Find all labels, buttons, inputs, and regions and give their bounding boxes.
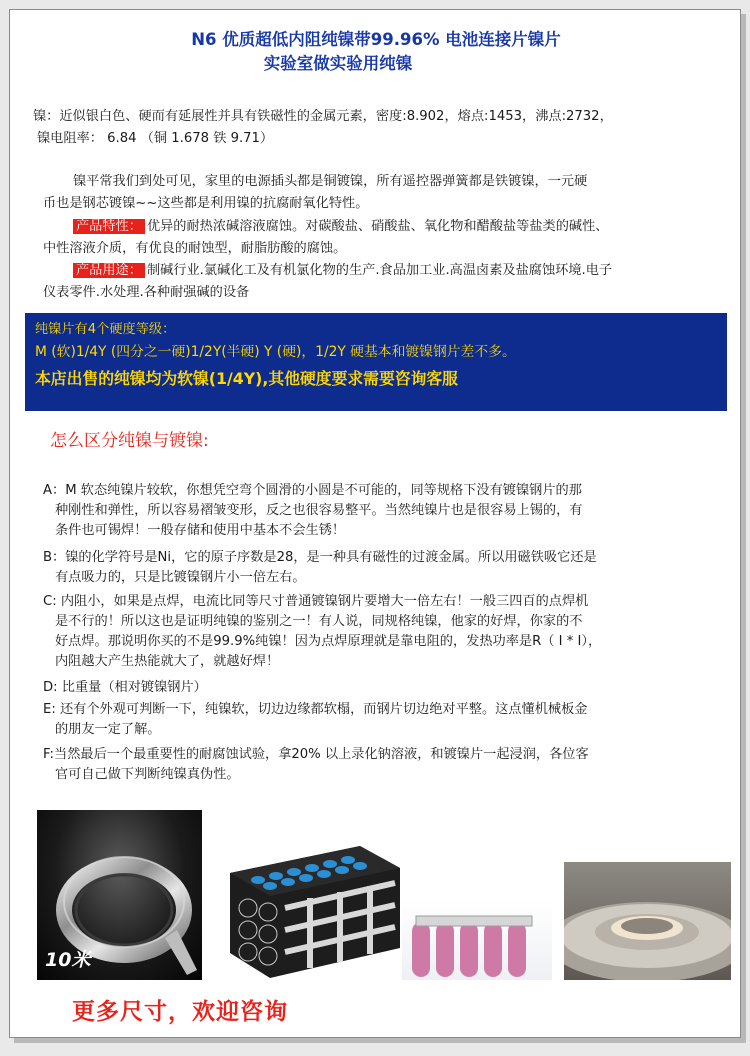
distinguish-item-d bbox=[43, 678, 207, 698]
battery-pack-photo bbox=[210, 838, 410, 980]
qa-line: 条件也可锡焊！一般存储和使用中基本不会生锈！ bbox=[55, 523, 346, 538]
hardness-info-box bbox=[25, 313, 727, 411]
intro-line2: 镍电阻率： 6.84 （铜 1.678 铁 9.71） bbox=[37, 131, 274, 146]
more-sizes-cta: 更多尺寸，欢迎咨询 bbox=[72, 999, 288, 1025]
welded-cells-photo bbox=[402, 900, 552, 980]
qa-line: 有点吸力的，只是比镀镍钢片小一倍左右。 bbox=[55, 570, 306, 585]
nickel-roll-photo bbox=[564, 862, 731, 980]
qa-line: A：M 软态纯镍片较软，你想凭空弯个圆滑的小圆是不可能的，同等规格下没有镀镍钢片的那 bbox=[43, 483, 582, 498]
qa-line: 好点焊。那说明你买的不是99.9%纯镍！因为点焊原理就是靠电阻的，发热功率是R（ I * I）， bbox=[55, 634, 602, 649]
qa-line: 种刚性和弹性，所以容易褶皱变形，反之也很容易整平。当然纯镍片也是很容易上锡的，有 bbox=[55, 503, 583, 518]
hardness-grades: M (软)1/4Y (四分之一硬)1/2Y(半硬) Y (硬)，1/2Y 硬基本和镀镍钢片差不多。 bbox=[35, 344, 516, 360]
nickel-coil-photo bbox=[37, 810, 202, 980]
applications-tag: 产品用途： bbox=[73, 263, 145, 278]
qa-line: E: 还有个外观可判断一下，纯镍软，切边边缘都软榻，而钢片切边绝对平整。这点懂机械板金 bbox=[43, 702, 588, 717]
applications-text: 制碱行业.氯碱化工及有机氯化物的生产.食品加工业.高温卤素及盐腐蚀环境.电子 bbox=[146, 263, 613, 278]
hardness-heading: 纯镍片有4个硬度等级： bbox=[35, 322, 176, 337]
usage-line2: 币也是钢芯镀镍~~这些都是利用镍的抗腐耐氧化特性。 bbox=[43, 196, 369, 211]
distinguish-item-e bbox=[43, 700, 587, 740]
qa-line: 内阻越大产生热能就大了，就越好焊！ bbox=[55, 654, 280, 669]
hardness-store-note: 本店出售的纯镍均为软镍(1/4Y),其他硬度要求需要咨询客服 bbox=[35, 369, 458, 388]
qa-line: 官可自己做下判断纯镍真伪性。 bbox=[55, 767, 240, 782]
properties-line1 bbox=[73, 217, 609, 237]
properties-tag: 产品特性： bbox=[73, 219, 145, 234]
distinguish-item-a bbox=[43, 481, 583, 541]
properties-text: 优异的耐热浓碱溶液腐蚀。对碳酸盐、硝酸盐、氧化物和醋酸盐等盐类的碱性、 bbox=[146, 219, 609, 234]
distinguish-item-f bbox=[43, 745, 589, 785]
qa-line: D: 比重量（相对镀镍钢片） bbox=[43, 680, 207, 695]
applications-line2: 仪表零件.水处理.各种耐强碱的设备 bbox=[43, 285, 250, 300]
page-title-line1: N6 优质超低内阻纯镍带99.96% 电池连接片镍片 bbox=[191, 30, 561, 49]
distinguish-item-b bbox=[43, 548, 597, 588]
usage-line1: 镍平常我们到处可见，家里的电源插头都是铜镀镍，所有遥控器弹簧都是铁镀镍，一元硬 bbox=[73, 174, 588, 189]
qa-line: 是不行的！所以这也是证明纯镍的鉴别之一！有人说，同规格纯镍，他家的好焊，你家的不 bbox=[55, 614, 583, 629]
product-page bbox=[9, 9, 741, 1038]
qa-line: B：镍的化学符号是Ni，它的原子序数是28，是一种具有磁性的过渡金属。所以用磁铁吸它还是 bbox=[43, 550, 597, 565]
properties-line2: 中性溶液介质，有优良的耐蚀型，耐脂肪酸的腐蚀。 bbox=[43, 241, 347, 256]
qa-line: F:当然最后一个最重要性的耐腐蚀试验，拿20% 以上录化钠溶液，和镀镍片一起浸润，各位客 bbox=[43, 747, 589, 762]
page-shadow-bottom bbox=[14, 1038, 746, 1043]
qa-line: 的朋友一定了解。 bbox=[55, 722, 161, 737]
applications-line1 bbox=[73, 261, 612, 281]
distinguish-heading: 怎么区分纯镍与镀镍: bbox=[50, 431, 209, 451]
page-title-line2: 实验室做实验用纯镍 bbox=[263, 54, 413, 73]
distinguish-item-c bbox=[43, 592, 601, 672]
coil-length-label: 10米 bbox=[45, 949, 91, 971]
page-shadow-right bbox=[741, 14, 746, 1039]
qa-line: C: 内阻小，如果是点焊，电流比同等尺寸普通镀镍钢片要增大一倍左右！一般三四百的点焊机 bbox=[43, 594, 589, 609]
intro-line1: 镍：近似银白色、硬而有延展性并具有铁磁性的金属元素，密度:8.902，熔点:1453，沸点:2732， bbox=[33, 109, 613, 124]
